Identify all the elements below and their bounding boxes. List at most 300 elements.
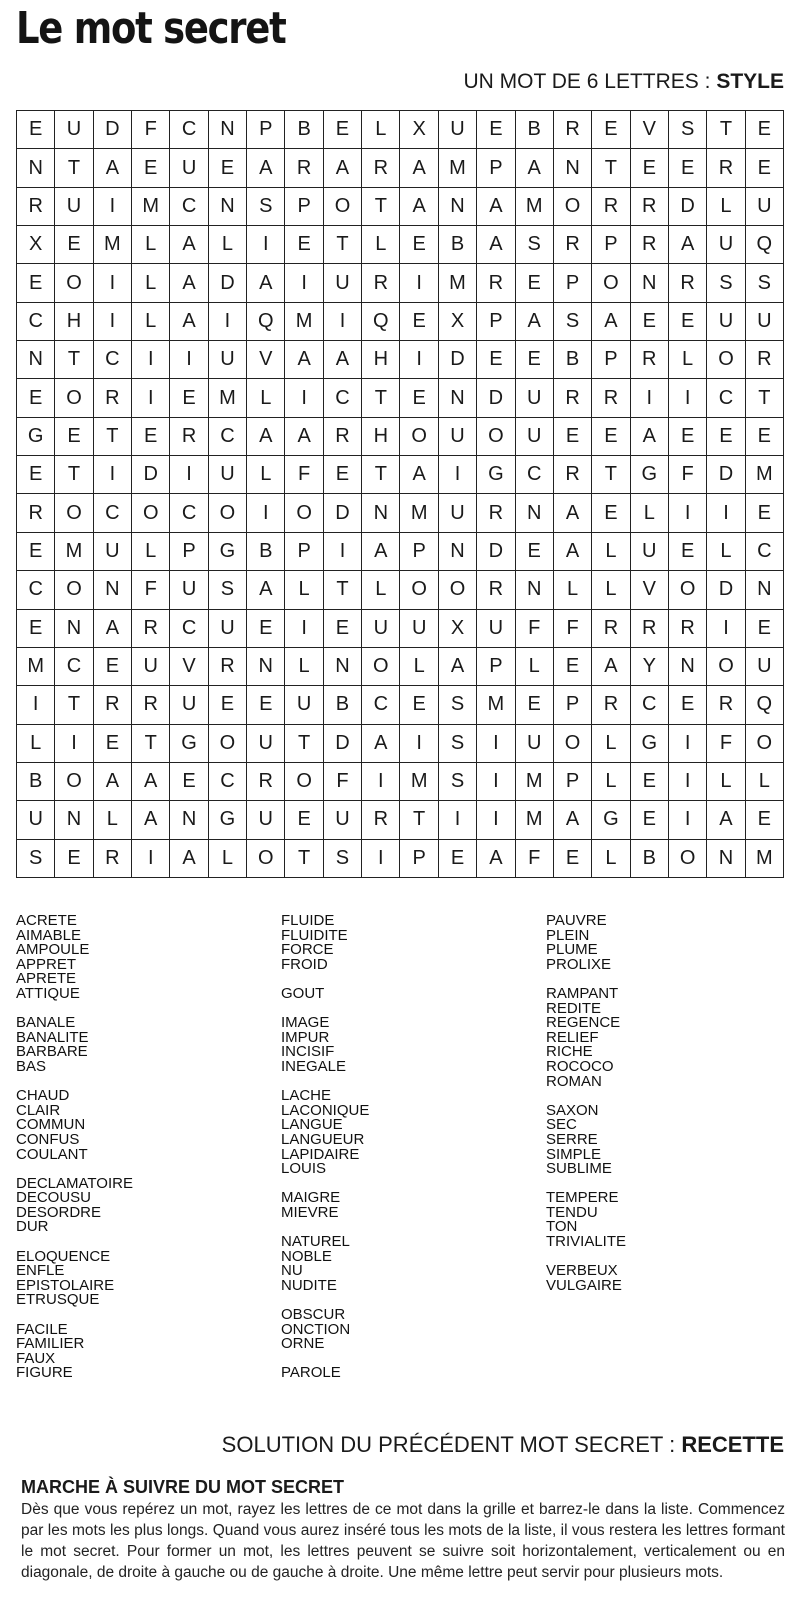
grid-cell[interactable]: E (17, 610, 55, 648)
grid-cell[interactable]: P (477, 648, 515, 686)
grid-cell[interactable]: L (669, 341, 707, 379)
grid-cell[interactable]: O (477, 418, 515, 456)
grid-cell[interactable]: E (746, 418, 784, 456)
grid-cell[interactable]: A (170, 226, 208, 264)
grid-cell[interactable]: O (707, 648, 745, 686)
grid-cell[interactable]: I (707, 610, 745, 648)
grid-cell[interactable]: I (324, 303, 362, 341)
word-list-item[interactable]: REGENCE (546, 1014, 621, 1032)
grid-cell[interactable]: E (132, 149, 170, 187)
grid-cell[interactable]: R (631, 610, 669, 648)
grid-cell[interactable]: I (477, 725, 515, 763)
grid-cell[interactable]: U (55, 111, 93, 149)
grid-cell[interactable]: I (55, 725, 93, 763)
grid-cell[interactable]: N (707, 840, 745, 878)
grid-cell[interactable]: E (746, 111, 784, 149)
grid-cell[interactable]: R (362, 149, 400, 187)
grid-cell[interactable]: R (592, 379, 630, 417)
word-list-item[interactable]: ROMAN (546, 1072, 602, 1090)
word-list-item[interactable]: ACRETE (16, 912, 77, 929)
grid-cell[interactable]: A (247, 418, 285, 456)
grid-cell[interactable]: A (132, 763, 170, 801)
grid-cell[interactable]: I (132, 379, 170, 417)
grid-cell[interactable]: I (17, 686, 55, 724)
grid-cell[interactable]: F (516, 840, 554, 878)
grid-cell[interactable]: U (209, 610, 247, 648)
grid-cell[interactable]: O (55, 763, 93, 801)
word-list-item[interactable]: RICHE (546, 1043, 593, 1061)
grid-cell[interactable]: R (170, 418, 208, 456)
grid-cell[interactable]: U (439, 111, 477, 149)
grid-cell[interactable]: E (516, 686, 554, 724)
grid-cell[interactable]: U (17, 801, 55, 839)
grid-cell[interactable]: R (554, 226, 592, 264)
grid-cell[interactable]: U (707, 226, 745, 264)
grid-cell[interactable]: B (439, 226, 477, 264)
grid-cell[interactable]: E (707, 418, 745, 456)
grid-cell[interactable]: E (477, 341, 515, 379)
grid-cell[interactable]: I (669, 379, 707, 417)
grid-cell[interactable]: G (592, 801, 630, 839)
word-list-item[interactable]: PAUVRE (546, 912, 607, 929)
word-list-item[interactable]: APRETE (16, 970, 77, 988)
word-list-item[interactable]: LAPIDAIRE (281, 1145, 360, 1163)
grid-cell[interactable]: T (324, 571, 362, 609)
grid-cell[interactable]: N (324, 648, 362, 686)
grid-cell[interactable]: U (324, 801, 362, 839)
grid-cell[interactable]: N (17, 341, 55, 379)
grid-cell[interactable]: U (516, 418, 554, 456)
grid-cell[interactable]: C (209, 418, 247, 456)
grid-cell[interactable]: C (707, 379, 745, 417)
word-list-item[interactable]: ROCOCO (546, 1057, 614, 1075)
grid-cell[interactable]: L (94, 801, 132, 839)
grid-cell[interactable]: R (324, 418, 362, 456)
grid-cell[interactable]: U (285, 686, 323, 724)
grid-cell[interactable]: I (209, 303, 247, 341)
word-list-item[interactable]: SUBLIME (546, 1160, 612, 1178)
grid-cell[interactable]: N (362, 494, 400, 532)
grid-cell[interactable]: O (55, 571, 93, 609)
grid-cell[interactable]: E (17, 264, 55, 302)
word-list-item[interactable]: INCISIF (281, 1043, 335, 1061)
word-list-item[interactable]: CHAUD (16, 1087, 70, 1105)
word-list-item[interactable]: RELIEF (546, 1028, 599, 1046)
grid-cell[interactable]: M (439, 264, 477, 302)
word-list-item[interactable]: BANALITE (16, 1028, 89, 1046)
grid-cell[interactable]: T (324, 226, 362, 264)
grid-cell[interactable]: C (209, 763, 247, 801)
word-list-item[interactable]: VULGAIRE (546, 1276, 622, 1294)
grid-cell[interactable]: C (631, 686, 669, 724)
grid-cell[interactable]: S (439, 763, 477, 801)
grid-cell[interactable]: F (554, 610, 592, 648)
grid-cell[interactable]: A (247, 149, 285, 187)
grid-cell[interactable]: H (362, 418, 400, 456)
grid-cell[interactable]: H (362, 341, 400, 379)
grid-cell[interactable]: G (170, 725, 208, 763)
grid-cell[interactable]: L (707, 763, 745, 801)
grid-cell[interactable]: R (669, 610, 707, 648)
grid-cell[interactable]: P (400, 533, 438, 571)
grid-cell[interactable]: P (554, 686, 592, 724)
word-list-item[interactable]: FACILE (16, 1320, 68, 1338)
grid-cell[interactable]: S (516, 226, 554, 264)
grid-cell[interactable]: E (554, 840, 592, 878)
grid-cell[interactable]: L (132, 226, 170, 264)
word-list-item[interactable]: RAMPANT (546, 984, 619, 1002)
grid-cell[interactable]: V (631, 111, 669, 149)
word-list-item[interactable]: LOUIS (281, 1160, 327, 1178)
grid-cell[interactable]: F (669, 456, 707, 494)
grid-cell[interactable]: E (55, 840, 93, 878)
grid-cell[interactable]: T (55, 149, 93, 187)
grid-cell[interactable]: L (707, 533, 745, 571)
grid-cell[interactable]: Y (631, 648, 669, 686)
grid-cell[interactable]: A (592, 648, 630, 686)
grid-cell[interactable]: I (324, 533, 362, 571)
grid-cell[interactable]: B (516, 111, 554, 149)
word-list-item[interactable]: CLAIR (16, 1101, 61, 1119)
grid-cell[interactable]: C (170, 610, 208, 648)
grid-cell[interactable]: D (324, 725, 362, 763)
grid-cell[interactable]: M (132, 188, 170, 226)
grid-cell[interactable]: C (362, 686, 400, 724)
grid-cell[interactable]: O (285, 763, 323, 801)
grid-cell[interactable]: N (94, 571, 132, 609)
grid-cell[interactable]: S (324, 840, 362, 878)
grid-cell[interactable]: B (324, 686, 362, 724)
grid-cell[interactable]: U (170, 571, 208, 609)
grid-cell[interactable]: O (592, 264, 630, 302)
grid-cell[interactable]: U (746, 303, 784, 341)
grid-cell[interactable]: S (439, 686, 477, 724)
grid-cell[interactable]: E (516, 341, 554, 379)
grid-cell[interactable]: O (209, 494, 247, 532)
grid-cell[interactable]: T (362, 456, 400, 494)
grid-cell[interactable]: L (554, 571, 592, 609)
word-list-item[interactable]: DESORDRE (16, 1203, 102, 1221)
grid-cell[interactable]: U (324, 264, 362, 302)
grid-cell[interactable]: F (324, 763, 362, 801)
grid-cell[interactable]: I (247, 226, 285, 264)
grid-cell[interactable]: G (631, 725, 669, 763)
grid-cell[interactable]: N (439, 379, 477, 417)
grid-cell[interactable]: Q (746, 226, 784, 264)
word-list-item[interactable]: AMPOULE (16, 941, 90, 959)
grid-cell[interactable]: L (707, 188, 745, 226)
grid-cell[interactable]: U (247, 725, 285, 763)
grid-cell[interactable]: I (94, 303, 132, 341)
grid-cell[interactable]: N (669, 648, 707, 686)
word-list-item[interactable]: NU (281, 1262, 303, 1280)
grid-cell[interactable]: C (170, 111, 208, 149)
grid-cell[interactable]: E (55, 226, 93, 264)
grid-cell[interactable]: C (746, 533, 784, 571)
grid-cell[interactable]: I (400, 341, 438, 379)
grid-cell[interactable]: B (554, 341, 592, 379)
word-list-item[interactable]: ORNE (281, 1335, 325, 1353)
grid-cell[interactable]: E (55, 418, 93, 456)
grid-cell[interactable]: G (631, 456, 669, 494)
grid-cell[interactable]: I (132, 840, 170, 878)
word-list-item[interactable]: SEC (546, 1116, 577, 1134)
grid-cell[interactable]: R (592, 686, 630, 724)
grid-cell[interactable]: X (400, 111, 438, 149)
grid-cell[interactable]: B (17, 763, 55, 801)
grid-cell[interactable]: A (554, 494, 592, 532)
grid-cell[interactable]: M (746, 840, 784, 878)
grid-cell[interactable]: R (285, 149, 323, 187)
grid-cell[interactable]: U (94, 533, 132, 571)
grid-cell[interactable]: E (669, 533, 707, 571)
grid-cell[interactable]: E (132, 418, 170, 456)
grid-cell[interactable]: I (439, 801, 477, 839)
grid-cell[interactable]: A (554, 533, 592, 571)
word-list-item[interactable]: LANGUE (281, 1116, 343, 1134)
grid-cell[interactable]: V (247, 341, 285, 379)
grid-cell[interactable]: A (132, 801, 170, 839)
grid-cell[interactable]: E (592, 418, 630, 456)
grid-cell[interactable]: A (477, 226, 515, 264)
grid-cell[interactable]: I (94, 188, 132, 226)
grid-cell[interactable]: G (17, 418, 55, 456)
grid-cell[interactable]: U (707, 303, 745, 341)
grid-cell[interactable]: E (592, 494, 630, 532)
grid-cell[interactable]: I (669, 763, 707, 801)
grid-cell[interactable]: O (746, 725, 784, 763)
word-list-item[interactable]: FLUIDITE (281, 926, 348, 944)
word-list-item[interactable]: PLEIN (546, 926, 590, 944)
word-list-item[interactable]: SAXON (546, 1101, 599, 1119)
grid-cell[interactable]: D (209, 264, 247, 302)
grid-cell[interactable]: R (477, 264, 515, 302)
grid-cell[interactable]: C (94, 494, 132, 532)
word-list-item[interactable]: ELOQUENCE (16, 1247, 111, 1265)
grid-cell[interactable]: R (209, 648, 247, 686)
word-list-item[interactable]: NOBLE (281, 1247, 332, 1265)
grid-cell[interactable]: L (362, 571, 400, 609)
grid-cell[interactable]: D (324, 494, 362, 532)
word-list-item[interactable]: CONFUS (16, 1130, 80, 1148)
grid-cell[interactable]: U (400, 610, 438, 648)
word-list-item[interactable]: VERBEUX (546, 1262, 618, 1280)
grid-cell[interactable]: F (132, 571, 170, 609)
grid-cell[interactable]: O (554, 725, 592, 763)
grid-cell[interactable]: R (132, 610, 170, 648)
grid-cell[interactable]: E (477, 111, 515, 149)
grid-cell[interactable]: T (362, 379, 400, 417)
grid-cell[interactable]: L (516, 648, 554, 686)
grid-cell[interactable]: U (477, 610, 515, 648)
grid-cell[interactable]: S (746, 264, 784, 302)
grid-cell[interactable]: Q (746, 686, 784, 724)
grid-cell[interactable]: I (477, 763, 515, 801)
word-list-item[interactable]: DUR (16, 1218, 49, 1236)
grid-cell[interactable]: O (554, 188, 592, 226)
word-list-item[interactable]: MIEVRE (281, 1203, 339, 1221)
grid-cell[interactable]: D (669, 188, 707, 226)
grid-cell[interactable]: P (592, 341, 630, 379)
grid-cell[interactable]: B (285, 111, 323, 149)
grid-cell[interactable]: E (554, 418, 592, 456)
grid-cell[interactable]: O (55, 379, 93, 417)
grid-cell[interactable]: C (55, 648, 93, 686)
grid-cell[interactable]: E (631, 763, 669, 801)
grid-cell[interactable]: L (592, 725, 630, 763)
word-list-item[interactable]: NUDITE (281, 1276, 337, 1294)
grid-cell[interactable]: P (170, 533, 208, 571)
grid-cell[interactable]: P (285, 188, 323, 226)
grid-cell[interactable]: N (170, 801, 208, 839)
grid-cell[interactable]: T (55, 686, 93, 724)
grid-cell[interactable]: T (132, 725, 170, 763)
grid-cell[interactable]: M (285, 303, 323, 341)
grid-cell[interactable]: A (554, 801, 592, 839)
grid-cell[interactable]: R (362, 264, 400, 302)
grid-cell[interactable]: T (94, 418, 132, 456)
grid-cell[interactable]: A (516, 149, 554, 187)
grid-cell[interactable]: T (400, 801, 438, 839)
word-list-item[interactable]: PLUME (546, 941, 598, 959)
word-list-item[interactable]: IMAGE (281, 1014, 330, 1032)
grid-cell[interactable]: X (17, 226, 55, 264)
grid-cell[interactable]: R (477, 494, 515, 532)
word-list-item[interactable]: APPRET (16, 955, 77, 973)
grid-cell[interactable]: O (439, 571, 477, 609)
grid-cell[interactable]: I (362, 840, 400, 878)
grid-cell[interactable]: I (631, 379, 669, 417)
grid-cell[interactable]: O (669, 840, 707, 878)
grid-cell[interactable]: L (400, 648, 438, 686)
grid-cell[interactable]: U (631, 533, 669, 571)
grid-cell[interactable]: L (209, 840, 247, 878)
grid-cell[interactable]: E (94, 725, 132, 763)
grid-cell[interactable]: A (285, 341, 323, 379)
grid-cell[interactable]: I (669, 725, 707, 763)
grid-cell[interactable]: I (477, 801, 515, 839)
grid-cell[interactable]: M (746, 456, 784, 494)
grid-cell[interactable]: A (170, 264, 208, 302)
grid-cell[interactable]: E (631, 801, 669, 839)
grid-cell[interactable]: N (554, 149, 592, 187)
grid-cell[interactable]: L (132, 533, 170, 571)
grid-cell[interactable]: O (285, 494, 323, 532)
grid-cell[interactable]: E (247, 610, 285, 648)
grid-cell[interactable]: E (592, 111, 630, 149)
grid-cell[interactable]: C (17, 303, 55, 341)
grid-cell[interactable]: G (477, 456, 515, 494)
grid-cell[interactable]: A (362, 533, 400, 571)
grid-cell[interactable]: I (400, 725, 438, 763)
grid-cell[interactable]: E (516, 533, 554, 571)
grid-cell[interactable]: R (669, 264, 707, 302)
word-list-item[interactable]: BANALE (16, 1014, 76, 1032)
grid-cell[interactable]: A (439, 648, 477, 686)
grid-cell[interactable]: A (94, 610, 132, 648)
word-list-item[interactable]: INEGALE (281, 1057, 347, 1075)
grid-cell[interactable]: P (554, 264, 592, 302)
grid-cell[interactable]: N (746, 571, 784, 609)
grid-cell[interactable]: U (362, 610, 400, 648)
grid-cell[interactable]: N (439, 188, 477, 226)
grid-cell[interactable]: H (55, 303, 93, 341)
word-list-item[interactable]: DECOUSU (16, 1189, 92, 1207)
grid-cell[interactable]: L (592, 571, 630, 609)
grid-cell[interactable]: O (669, 571, 707, 609)
grid-cell[interactable]: F (707, 725, 745, 763)
grid-cell[interactable]: A (669, 226, 707, 264)
grid-cell[interactable]: P (554, 763, 592, 801)
grid-cell[interactable]: E (669, 303, 707, 341)
grid-cell[interactable]: A (592, 303, 630, 341)
word-list-item[interactable]: BAS (16, 1057, 47, 1075)
grid-cell[interactable]: T (55, 456, 93, 494)
grid-cell[interactable]: U (247, 801, 285, 839)
grid-cell[interactable]: D (132, 456, 170, 494)
grid-cell[interactable]: R (477, 571, 515, 609)
grid-cell[interactable]: A (400, 456, 438, 494)
word-list-item[interactable]: FROID (281, 955, 328, 973)
grid-cell[interactable]: L (285, 571, 323, 609)
grid-cell[interactable]: A (324, 149, 362, 187)
grid-cell[interactable]: T (362, 188, 400, 226)
grid-cell[interactable]: G (209, 533, 247, 571)
grid-cell[interactable]: L (631, 494, 669, 532)
grid-cell[interactable]: I (400, 264, 438, 302)
grid-cell[interactable]: L (592, 763, 630, 801)
grid-cell[interactable]: R (554, 456, 592, 494)
grid-cell[interactable]: C (170, 188, 208, 226)
grid-cell[interactable]: R (94, 686, 132, 724)
grid-cell[interactable]: E (285, 801, 323, 839)
grid-cell[interactable]: E (247, 686, 285, 724)
grid-cell[interactable]: N (439, 533, 477, 571)
word-list-item[interactable]: BARBARE (16, 1043, 88, 1061)
grid-cell[interactable]: E (17, 111, 55, 149)
grid-cell[interactable]: I (669, 494, 707, 532)
grid-cell[interactable]: A (247, 571, 285, 609)
grid-cell[interactable]: E (439, 840, 477, 878)
word-list-item[interactable]: LANGUEUR (281, 1130, 365, 1148)
grid-cell[interactable]: I (94, 264, 132, 302)
word-list-item[interactable]: LACHE (281, 1087, 332, 1105)
grid-cell[interactable]: L (209, 226, 247, 264)
word-list-item[interactable]: EPISTOLAIRE (16, 1276, 115, 1294)
grid-cell[interactable]: D (94, 111, 132, 149)
grid-cell[interactable]: A (400, 188, 438, 226)
word-list-item[interactable]: SERRE (546, 1130, 598, 1148)
word-list-item[interactable]: DECLAMATOIRE (16, 1174, 133, 1192)
grid-cell[interactable]: I (170, 341, 208, 379)
grid-cell[interactable]: T (746, 379, 784, 417)
grid-cell[interactable]: U (55, 188, 93, 226)
grid-cell[interactable]: R (132, 686, 170, 724)
grid-cell[interactable]: S (17, 840, 55, 878)
word-list-item[interactable]: COMMUN (16, 1116, 86, 1134)
grid-cell[interactable]: O (55, 494, 93, 532)
word-list-item[interactable]: ONCTION (281, 1320, 351, 1338)
grid-cell[interactable]: O (400, 571, 438, 609)
word-list-item[interactable]: FLUIDE (281, 912, 335, 929)
grid-cell[interactable]: R (592, 188, 630, 226)
word-list-item[interactable]: NATUREL (281, 1233, 350, 1251)
grid-cell[interactable]: A (170, 303, 208, 341)
grid-cell[interactable]: T (55, 341, 93, 379)
grid-cell[interactable]: A (94, 149, 132, 187)
grid-cell[interactable]: N (516, 571, 554, 609)
grid-cell[interactable]: I (170, 456, 208, 494)
